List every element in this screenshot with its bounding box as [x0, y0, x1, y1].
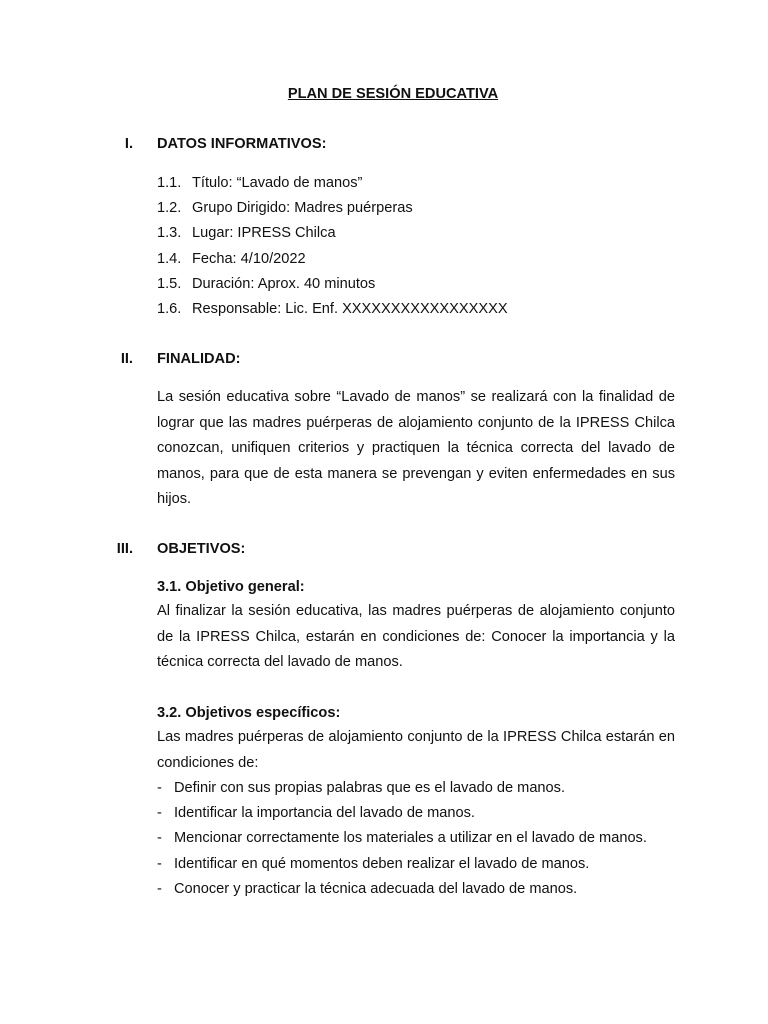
- item-text: Identificar la importancia del lavado de manos.: [174, 805, 475, 822]
- item-text: Lugar: IPRESS Chilca: [192, 225, 336, 242]
- item-text: Conocer y practicar la técnica adecuada del lavado de manos.: [174, 880, 578, 897]
- list-item: [157, 173, 508, 198]
- item-number: 1.6.: [157, 300, 182, 317]
- list-item: [157, 854, 697, 879]
- list-item: [157, 803, 697, 828]
- finalidad-paragraph: La sesión educativa sobre “Lavado de manos” se realizará con la finalidad de lograr que las madres puérperas de alojamiento conjunto de la IPRESS Chilca conozcan, unifiquen criterios y practiquen la técnica correcta del lavado de manos, para que de esta manera se prevengan y eviten enfermedades en sus hijos.: [157, 389, 675, 508]
- datos-list: [157, 173, 508, 324]
- objetivos-especificos-heading: 3.2. Objetivos específicos:: [157, 705, 341, 721]
- dash-marker: -: [157, 830, 162, 847]
- item-text: Identificar en qué momentos deben realizar el lavado de manos.: [174, 855, 590, 872]
- document-title: PLAN DE SESIÓN EDUCATIVA: [287, 86, 499, 102]
- section-number: I.: [124, 136, 133, 152]
- dash-marker: -: [157, 805, 162, 822]
- list-item: [157, 223, 508, 248]
- list-item: [157, 879, 697, 904]
- section-number: II.: [120, 351, 133, 367]
- item-text: Definir con sus propias palabras que es el lavado de manos.: [174, 780, 566, 796]
- item-text: Mencionar correctamente los materiales a utilizar en el lavado de manos.: [174, 830, 647, 847]
- item-text: Título: “Lavado de manos”: [192, 175, 363, 191]
- item-text: Grupo Dirigido: Madres puérperas: [192, 200, 413, 217]
- item-text: Duración: Aprox. 40 minutos: [192, 275, 376, 292]
- item-number: 1.5.: [157, 275, 182, 292]
- section-heading-datos: [0, 134, 768, 154]
- item-number: 1.1.: [157, 175, 182, 191]
- item-number: 1.3.: [157, 225, 182, 242]
- item-text: Fecha: 4/10/2022: [192, 250, 306, 267]
- objetivo-general-heading: 3.1. Objetivo general:: [157, 579, 305, 595]
- dash-marker: -: [157, 855, 162, 872]
- dash-marker: -: [157, 880, 162, 897]
- item-number: 1.4.: [157, 250, 182, 267]
- objetivos-especificos-intro: Las madres puérperas de alojamiento conjunto de la IPRESS Chilca estarán en condiciones de:: [157, 729, 675, 771]
- section-title: FINALIDAD:: [157, 351, 241, 367]
- section-title: DATOS INFORMATIVOS:: [157, 136, 327, 152]
- list-item: [157, 299, 508, 324]
- list-item: [157, 249, 508, 274]
- list-item: [157, 828, 697, 853]
- list-item: [157, 778, 697, 803]
- section-number: III.: [116, 541, 133, 557]
- item-text: Responsable: Lic. Enf. XXXXXXXXXXXXXXXXX: [192, 300, 508, 317]
- list-item: [157, 198, 508, 223]
- section-heading-finalidad: [0, 349, 768, 369]
- objetivo-general-paragraph: Al finalizar la sesión educativa, las madres puérperas de alojamiento conjunto de la IPRESS Chilca, estarán en condiciones de: Conocer la importancia y la técnica correcta del lavado de manos.: [157, 603, 675, 671]
- list-item: [157, 274, 508, 299]
- item-number: 1.2.: [157, 200, 182, 217]
- section-heading-objetivos: [0, 539, 768, 559]
- dash-marker: -: [157, 780, 162, 796]
- section-title: OBJETIVOS:: [157, 541, 246, 557]
- objetivos-especificos-list: [157, 778, 697, 904]
